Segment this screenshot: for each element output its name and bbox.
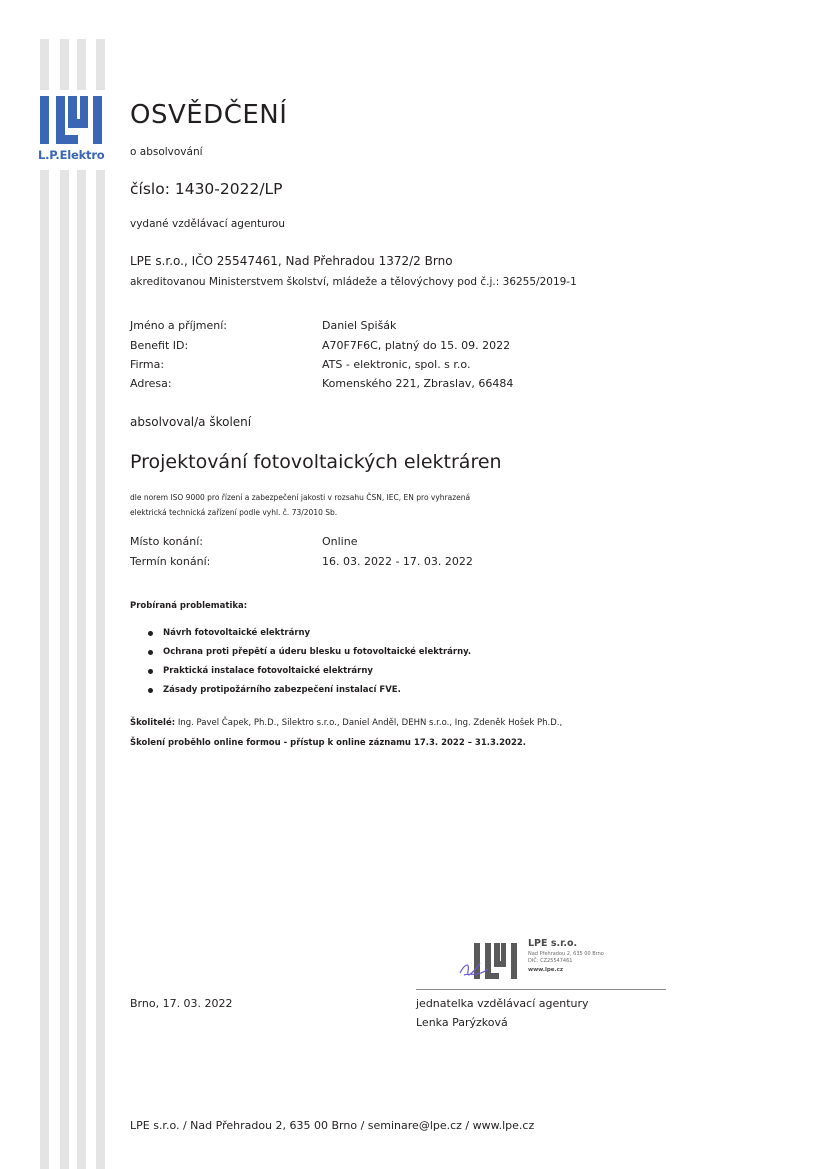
name-value: Daniel Spišák — [322, 319, 397, 332]
lpe-logo-icon — [36, 90, 112, 146]
stamp-logo-icon — [458, 939, 520, 983]
certificate-number: číslo: 1430-2022/LP — [130, 180, 283, 198]
stamp-address: Nad Přehradou 2, 635 00 Brno — [528, 951, 604, 957]
venue-value: Online — [322, 535, 358, 548]
online-access-note: Školení proběhlo online formou - přístup k online záznamu 17.3. 2022 – 31.3.2022. — [130, 738, 527, 748]
trainers-line — [130, 718, 562, 728]
footer-contact: LPE s.r.o. / Nad Přehradou 2, 635 00 Brno / seminare@lpe.cz / www.lpe.cz — [130, 1119, 535, 1132]
certificate-subtitle: o absolvování — [130, 146, 203, 158]
standards-line-1: dle norem ISO 9000 pro řízení a zabezpečení jakosti v rozsahu ČSN, IEC, EN pro vyhrazená — [130, 493, 471, 502]
issued-by-label: vydané vzdělávací agenturou — [130, 218, 286, 230]
topics-list — [132, 628, 471, 704]
name-label: Jméno a příjmení: — [130, 319, 227, 332]
topics-heading: Probíraná problematika: — [130, 601, 248, 611]
trainers-names: Ing. Pavel Čapek, Ph.D., Silektro s.r.o., Daniel Anděl, DEHN s.r.o., Ing. Zdeněk Hošek Ph.D., — [175, 718, 563, 728]
signatory-name: Lenka Parýzková — [416, 1016, 508, 1029]
company-logo — [36, 90, 112, 170]
signature-line — [416, 989, 666, 990]
company-stamp — [458, 937, 628, 983]
list-item: Návrh fotovoltaické elektrárny — [132, 628, 471, 647]
benefit-id-value: A70F7F6C, platný do 15. 09. 2022 — [322, 339, 511, 352]
decor-stripe — [77, 39, 86, 1169]
venue-label: Místo konání: — [130, 535, 203, 548]
certificate-title: OSVĚDČENÍ — [130, 100, 288, 130]
trainers-label: Školitelé: — [130, 718, 176, 728]
logo-brand-text: L.P.Elektro — [38, 148, 105, 162]
company-value: ATS - elektronic, spol. s r.o. — [322, 358, 471, 371]
decor-stripe — [96, 39, 105, 1169]
signatory-role: jednatelka vzdělávací agentury — [416, 997, 589, 1010]
course-title: Projektování fotovoltaických elektráren — [130, 451, 502, 473]
place-date: Brno, 17. 03. 2022 — [130, 997, 233, 1010]
decor-stripe — [60, 39, 69, 1169]
date-label: Termín konání: — [130, 555, 211, 568]
stamp-dic: DIČ: CZ25547461 — [528, 958, 573, 964]
stamp-web: www.lpe.cz — [528, 967, 564, 973]
date-value: 16. 03. 2022 - 17. 03. 2022 — [322, 555, 473, 568]
address-label: Adresa: — [130, 377, 172, 390]
decor-stripe — [40, 39, 49, 1169]
completed-label: absolvoval/a školení — [130, 415, 252, 429]
agency-line: LPE s.r.o., IČO 25547461, Nad Přehradou 1372/2 Brno — [130, 254, 453, 268]
benefit-id-label: Benefit ID: — [130, 339, 189, 352]
standards-line-2: elektrická technická zařízení podle vyhl. č. 73/2010 Sb. — [130, 508, 338, 517]
accreditation-line: akreditovanou Ministerstvem školství, mládeže a tělovýchovy pod č.j.: 36255/2019-1 — [130, 276, 577, 288]
list-item: Zásady protipožárního zabezpečení instalací FVE. — [132, 685, 471, 704]
list-item: Ochrana proti přepětí a úderu blesku u fotovoltaické elektrárny. — [132, 647, 471, 666]
address-value: Komenského 221, Zbraslav, 66484 — [322, 377, 514, 390]
company-label: Firma: — [130, 358, 165, 371]
list-item: Praktická instalace fotovoltaické elektrárny — [132, 666, 471, 685]
stamp-company: LPE s.r.o. — [528, 938, 578, 949]
